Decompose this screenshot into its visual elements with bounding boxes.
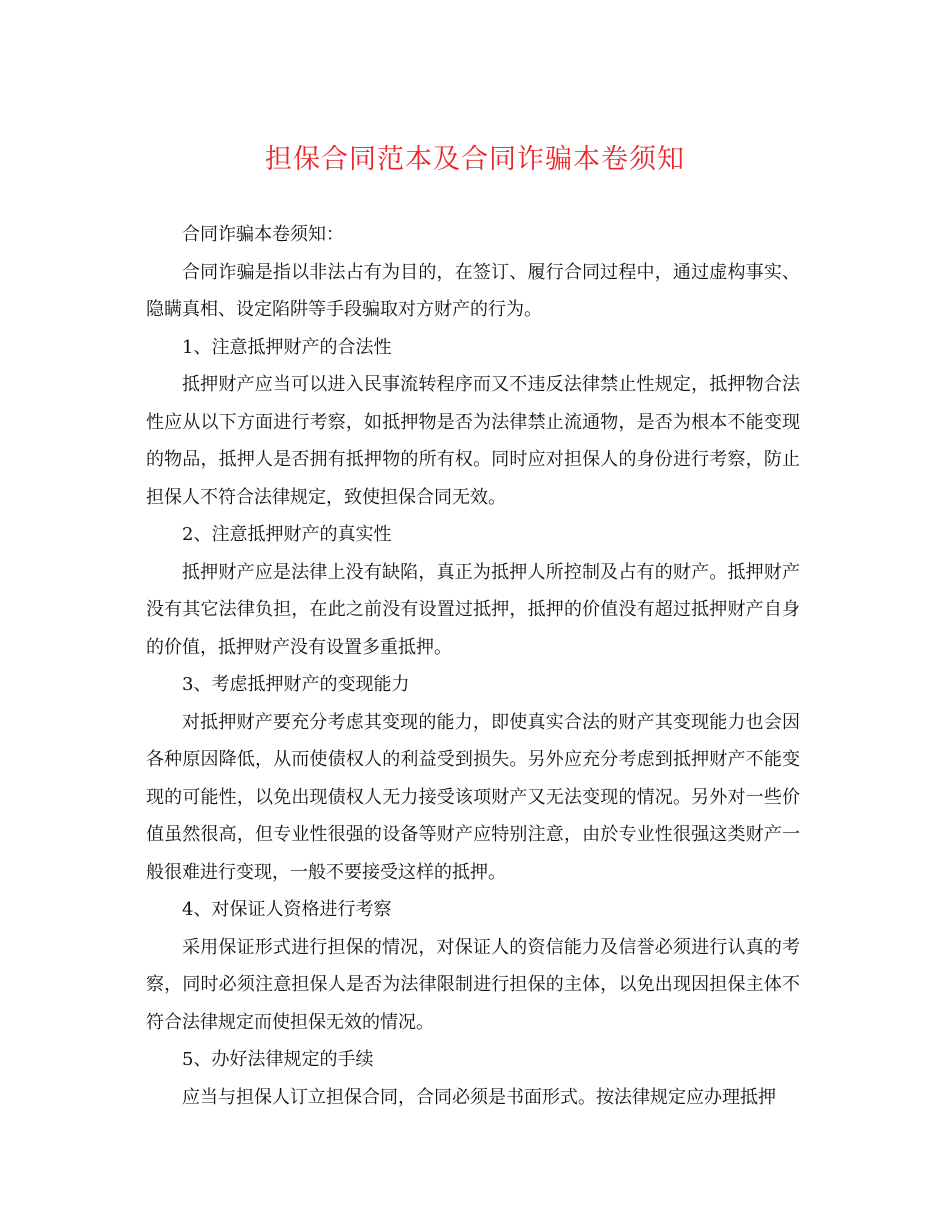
paragraph: 应当与担保人订立担保合同，合同必须是书面形式。按法律规定应办理抵押 [182, 1086, 776, 1108]
paragraph: 合同诈骗是指以非法占有为目的，在签订、履行合同过程中，通过虚构事实、隐瞒真相、设定陷阱等手段骗取对方财产的行为。 [146, 261, 800, 320]
paragraph: 对抵押财产要充分考虑其变现的能力，即使真实合法的财产其变现能力也会因各种原因降低，从而使债权人的利益受到损失。另外应充分考虑到抵押财产不能变现的可能性，以免出现债权人无力接受该项财产又无法变现的情况。另外对一些价值虽然很高，但专业性很强的设备等财产应特别注意，由於专业性很强这类财产一般很难进行变现，一般不要接受这样的抵押。 [146, 711, 800, 883]
section-heading: 4、对保证人资格进行考察 [182, 899, 392, 920]
document-body [146, 216, 800, 1116]
paragraph: 合同诈骗本卷须知： [182, 224, 344, 245]
section-heading: 3、考虑抵押财产的变现能力 [182, 674, 410, 695]
document-title: 担保合同范本及合同诈骗本卷须知 [265, 144, 685, 175]
section-heading: 5、办好法律规定的手续 [182, 1049, 374, 1070]
paragraph: 抵押财产应当可以进入民事流转程序而又不违反法律禁止性规定，抵押物合法性应从以下方面进行考察，如抵押物是否为法律禁止流通物，是否为根本不能变现的物品，抵押人是否拥有抵押物的所有权。同时应对担保人的身份进行考察，防止担保人不符合法律规定，致使担保合同无效。 [146, 374, 800, 508]
paragraph: 抵押财产应是法律上没有缺陷，真正为抵押人所控制及占有的财产。抵押财产没有其它法律负担，在此之前没有设置过抵押，抵押的价值没有超过抵押财产自身的价值，抵押财产没有设置多重抵押。 [146, 561, 800, 658]
paragraph: 采用保证形式进行担保的情况，对保证人的资信能力及信誉必须进行认真的考察，同时必须注意担保人是否为法律限制进行担保的主体，以免出现因担保主体不符合法律规定而使担保无效的情况。 [146, 936, 800, 1033]
section-heading: 2、注意抵押财产的真实性 [182, 524, 392, 545]
section-heading: 1、注意抵押财产的合法性 [182, 336, 392, 358]
